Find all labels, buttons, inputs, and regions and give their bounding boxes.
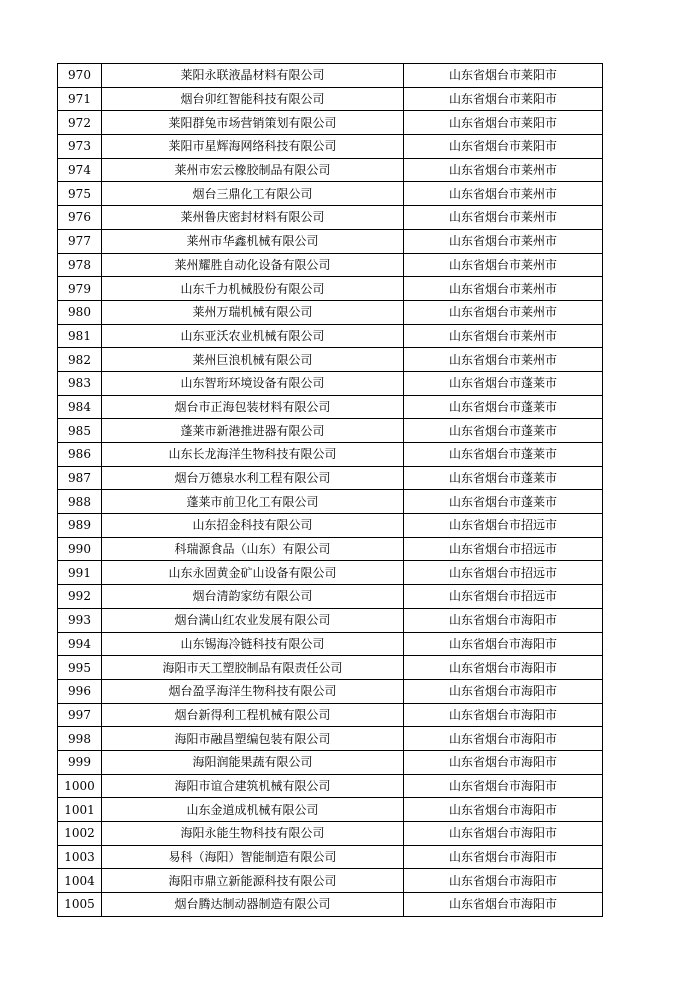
table-row <box>58 277 603 301</box>
table-row <box>58 869 603 893</box>
location-cell: 山东省烟台市海阳市 <box>404 845 603 869</box>
row-number-cell: 998 <box>58 727 102 751</box>
location-cell: 山东省烟台市蓬莱市 <box>404 419 603 443</box>
table-row <box>58 490 603 514</box>
company-name-cell: 莱州鲁庆密封材料有限公司 <box>102 206 404 230</box>
table-row <box>58 750 603 774</box>
company-name-cell: 山东锡海冷链科技有限公司 <box>102 632 404 656</box>
location-cell: 山东省烟台市招远市 <box>404 537 603 561</box>
company-name-cell: 科瑞源食品（山东）有限公司 <box>102 537 404 561</box>
row-number-cell: 975 <box>58 182 102 206</box>
table-row <box>58 514 603 538</box>
company-name-cell: 海阳市鼎立新能源科技有限公司 <box>102 869 404 893</box>
company-name-cell: 烟台市正海包装材料有限公司 <box>102 395 404 419</box>
row-number-cell: 989 <box>58 514 102 538</box>
table-row <box>58 182 603 206</box>
company-name-cell: 莱阳市星辉海网络科技有限公司 <box>102 135 404 159</box>
table-row <box>58 111 603 135</box>
row-number-cell: 990 <box>58 537 102 561</box>
row-number-cell: 986 <box>58 443 102 467</box>
company-name-cell: 海阳市融昌塑编包装有限公司 <box>102 727 404 751</box>
company-name-cell: 烟台满山红农业发展有限公司 <box>102 608 404 632</box>
table-row <box>58 727 603 751</box>
table-row <box>58 822 603 846</box>
company-table-body <box>58 64 603 917</box>
row-number-cell: 992 <box>58 585 102 609</box>
row-number-cell: 988 <box>58 490 102 514</box>
location-cell: 山东省烟台市海阳市 <box>404 727 603 751</box>
table-row <box>58 656 603 680</box>
row-number-cell: 996 <box>58 679 102 703</box>
location-cell: 山东省烟台市蓬莱市 <box>404 395 603 419</box>
table-row <box>58 537 603 561</box>
company-name-cell: 易科（海阳）智能制造有限公司 <box>102 845 404 869</box>
table-row <box>58 419 603 443</box>
table-row <box>58 561 603 585</box>
table-row <box>58 632 603 656</box>
table-row <box>58 585 603 609</box>
table-row <box>58 300 603 324</box>
company-name-cell: 莱州市宏云橡胶制品有限公司 <box>102 158 404 182</box>
row-number-cell: 984 <box>58 395 102 419</box>
table-row <box>58 348 603 372</box>
company-name-cell: 烟台腾达制动器制造有限公司 <box>102 893 404 917</box>
location-cell: 山东省烟台市莱阳市 <box>404 111 603 135</box>
location-cell: 山东省烟台市海阳市 <box>404 679 603 703</box>
table-row <box>58 371 603 395</box>
row-number-cell: 1000 <box>58 774 102 798</box>
company-name-cell: 莱阳群兔市场营销策划有限公司 <box>102 111 404 135</box>
row-number-cell: 972 <box>58 111 102 135</box>
row-number-cell: 976 <box>58 206 102 230</box>
location-cell: 山东省烟台市海阳市 <box>404 656 603 680</box>
location-cell: 山东省烟台市莱州市 <box>404 182 603 206</box>
table-row <box>58 253 603 277</box>
location-cell: 山东省烟台市莱阳市 <box>404 87 603 111</box>
table-row <box>58 774 603 798</box>
location-cell: 山东省烟台市海阳市 <box>404 869 603 893</box>
location-cell: 山东省烟台市莱州市 <box>404 253 603 277</box>
company-name-cell: 莱州万瑞机械有限公司 <box>102 300 404 324</box>
location-cell: 山东省烟台市莱州市 <box>404 300 603 324</box>
company-name-cell: 山东招金科技有限公司 <box>102 514 404 538</box>
row-number-cell: 971 <box>58 87 102 111</box>
table-row <box>58 206 603 230</box>
location-cell: 山东省烟台市莱州市 <box>404 348 603 372</box>
row-number-cell: 987 <box>58 466 102 490</box>
row-number-cell: 973 <box>58 135 102 159</box>
company-name-cell: 山东智珩环境设备有限公司 <box>102 371 404 395</box>
location-cell: 山东省烟台市莱州市 <box>404 158 603 182</box>
row-number-cell: 1003 <box>58 845 102 869</box>
location-cell: 山东省烟台市莱阳市 <box>404 135 603 159</box>
company-name-cell: 蓬莱市新港推进器有限公司 <box>102 419 404 443</box>
table-row <box>58 324 603 348</box>
location-cell: 山东省烟台市蓬莱市 <box>404 466 603 490</box>
location-cell: 山东省烟台市莱州市 <box>404 206 603 230</box>
location-cell: 山东省烟台市招远市 <box>404 514 603 538</box>
company-name-cell: 烟台新得利工程机械有限公司 <box>102 703 404 727</box>
company-name-cell: 烟台卯红智能科技有限公司 <box>102 87 404 111</box>
row-number-cell: 999 <box>58 750 102 774</box>
table-row <box>58 608 603 632</box>
location-cell: 山东省烟台市蓬莱市 <box>404 443 603 467</box>
row-number-cell: 978 <box>58 253 102 277</box>
company-name-cell: 莱州市华鑫机械有限公司 <box>102 229 404 253</box>
company-name-cell: 蓬莱市前卫化工有限公司 <box>102 490 404 514</box>
row-number-cell: 1002 <box>58 822 102 846</box>
row-number-cell: 977 <box>58 229 102 253</box>
company-name-cell: 山东长龙海洋生物科技有限公司 <box>102 443 404 467</box>
table-row <box>58 466 603 490</box>
company-name-cell: 海阳市天工塑胶制品有限责任公司 <box>102 656 404 680</box>
row-number-cell: 993 <box>58 608 102 632</box>
company-table <box>57 63 603 917</box>
table-row <box>58 229 603 253</box>
company-name-cell: 海阳市谊合建筑机械有限公司 <box>102 774 404 798</box>
location-cell: 山东省烟台市海阳市 <box>404 798 603 822</box>
location-cell: 山东省烟台市莱州市 <box>404 277 603 301</box>
row-number-cell: 1005 <box>58 893 102 917</box>
row-number-cell: 970 <box>58 64 102 88</box>
location-cell: 山东省烟台市招远市 <box>404 585 603 609</box>
table-row <box>58 87 603 111</box>
row-number-cell: 1004 <box>58 869 102 893</box>
table-row <box>58 893 603 917</box>
company-name-cell: 山东千力机械股份有限公司 <box>102 277 404 301</box>
row-number-cell: 983 <box>58 371 102 395</box>
company-name-cell: 烟台万德泉水利工程有限公司 <box>102 466 404 490</box>
row-number-cell: 980 <box>58 300 102 324</box>
company-name-cell: 莱州耀胜自动化设备有限公司 <box>102 253 404 277</box>
row-number-cell: 979 <box>58 277 102 301</box>
location-cell: 山东省烟台市海阳市 <box>404 774 603 798</box>
location-cell: 山东省烟台市海阳市 <box>404 893 603 917</box>
location-cell: 山东省烟台市莱州市 <box>404 229 603 253</box>
table-row <box>58 845 603 869</box>
company-name-cell: 海阳润能果蔬有限公司 <box>102 750 404 774</box>
location-cell: 山东省烟台市海阳市 <box>404 822 603 846</box>
location-cell: 山东省烟台市海阳市 <box>404 703 603 727</box>
location-cell: 山东省烟台市海阳市 <box>404 632 603 656</box>
company-name-cell: 莱州巨浪机械有限公司 <box>102 348 404 372</box>
table-row <box>58 703 603 727</box>
row-number-cell: 974 <box>58 158 102 182</box>
company-name-cell: 山东金道成机械有限公司 <box>102 798 404 822</box>
location-cell: 山东省烟台市蓬莱市 <box>404 371 603 395</box>
row-number-cell: 1001 <box>58 798 102 822</box>
location-cell: 山东省烟台市莱州市 <box>404 324 603 348</box>
table-row <box>58 158 603 182</box>
table-row <box>58 395 603 419</box>
location-cell: 山东省烟台市招远市 <box>404 561 603 585</box>
company-name-cell: 烟台盈孚海洋生物科技有限公司 <box>102 679 404 703</box>
row-number-cell: 985 <box>58 419 102 443</box>
company-name-cell: 莱阳永联液晶材料有限公司 <box>102 64 404 88</box>
table-row <box>58 798 603 822</box>
location-cell: 山东省烟台市海阳市 <box>404 608 603 632</box>
table-row <box>58 679 603 703</box>
row-number-cell: 982 <box>58 348 102 372</box>
table-row <box>58 64 603 88</box>
company-name-cell: 海阳永能生物科技有限公司 <box>102 822 404 846</box>
company-name-cell: 山东永固黄金矿山设备有限公司 <box>102 561 404 585</box>
row-number-cell: 994 <box>58 632 102 656</box>
row-number-cell: 997 <box>58 703 102 727</box>
row-number-cell: 995 <box>58 656 102 680</box>
location-cell: 山东省烟台市海阳市 <box>404 750 603 774</box>
company-name-cell: 烟台三鼎化工有限公司 <box>102 182 404 206</box>
company-name-cell: 山东亚沃农业机械有限公司 <box>102 324 404 348</box>
location-cell: 山东省烟台市莱阳市 <box>404 64 603 88</box>
company-name-cell: 烟台清韵家纺有限公司 <box>102 585 404 609</box>
row-number-cell: 991 <box>58 561 102 585</box>
location-cell: 山东省烟台市蓬莱市 <box>404 490 603 514</box>
table-row <box>58 443 603 467</box>
row-number-cell: 981 <box>58 324 102 348</box>
table-row <box>58 135 603 159</box>
